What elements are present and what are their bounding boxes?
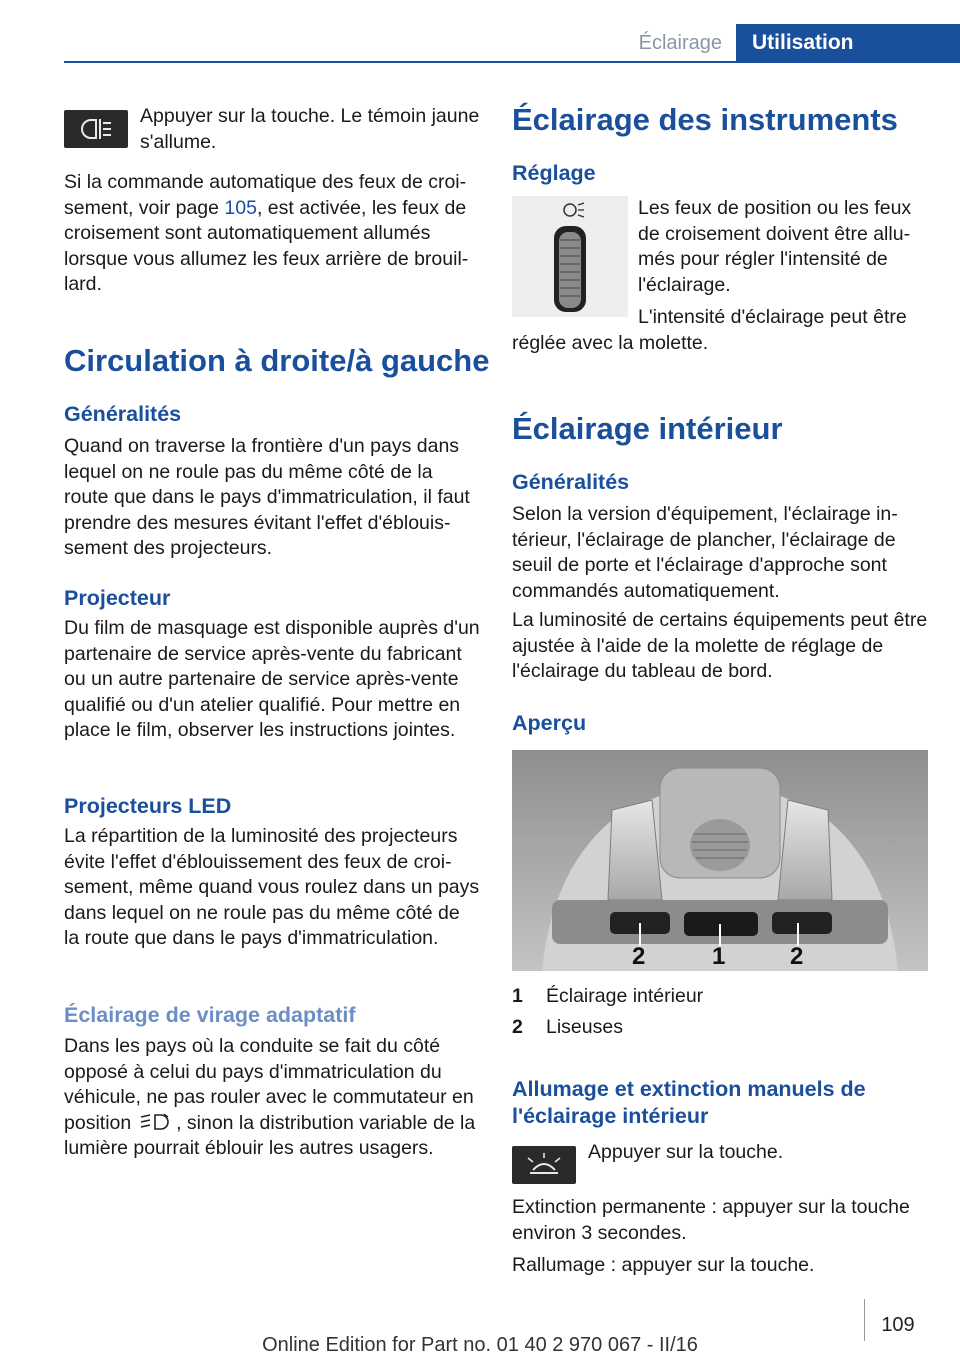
auto-lights-paragraph: Si la commande automatique des feux de croisement, voir page 105, est activée, les feux de croisement sont automatiquement allumés lorsque vous allumez les feux arrière de brouillard. [64, 171, 469, 295]
extinction-text: Extinction permanente : appuyer sur la touche environ 3 secondes. [512, 1196, 910, 1244]
legend-number: 2 [512, 1016, 523, 1038]
legend-row [512, 984, 928, 1010]
generalites-text-right-2: La luminosité de certains équipements peut être ajustée à l'aide de la molette de réglage de l'éclairage du tableau de bord. [512, 609, 928, 682]
header-rule [64, 61, 960, 63]
heading-reglage: Réglage [512, 161, 596, 185]
projecteur-text: Du film de masquage est disponible auprès d'un partenaire de service après-vente du fabricant ou un autre partenaire de service après-vente qualifié ou d'un atelier qualifié. Pour mettre en place le film, observer les instructions jointes. [64, 617, 480, 741]
rallumage-text: Rallumage : appuyer sur la touche. [512, 1254, 815, 1276]
heading-eclairage-instruments: Éclairage des instruments [512, 102, 898, 137]
intro-text: Appuyer sur la touche. Le témoin jaune s'allume. [140, 105, 480, 153]
heading-eclairage-interieur: Éclairage intérieur [512, 411, 783, 446]
heading-generalites-left: Généralités [64, 402, 182, 426]
roof-console-photo [512, 750, 928, 971]
footer-edition: Online Edition for Part no. 01 40 2 970 067 - II/16 [262, 1334, 698, 1356]
header-chapter-tab: Utilisation [736, 24, 960, 62]
heading-generalites-right: Généralités [512, 470, 630, 494]
generalites-text-left: Quand on traverse la frontière d'un pays dans lequel on ne roule pas du même côté de la route que dans le pays d'immatriculation, il faut prendre des mesures évitant l'effet d'éblouissement des projecteurs. [64, 435, 470, 559]
heading-virage-adaptatif: Éclairage de virage adaptatif [64, 1003, 356, 1027]
led-text: La répartition de la luminosité des projecteurs évite l'effet d'éblouissement des feux de croisement, même quand vous roulez dans un pays dans lequel on ne roule pas du même côté de la route que dans le pays d'immatriculation. [64, 825, 480, 949]
heading-circulation: Circulation à droite/à gauche [64, 343, 490, 378]
legend-row [512, 1015, 928, 1041]
photo-callout-center: 1 [712, 943, 726, 970]
heading-projecteur: Projecteur [64, 586, 171, 610]
reglage-text-1: Les feux de position ou les feux de croisement doivent être allumés pour régler l'intensité de l'éclairage. [638, 197, 912, 296]
reglage-text-2: L'intensité d'éclairage peut être réglée avec la molette. [512, 306, 907, 354]
photo-callout-right: 2 [790, 943, 804, 970]
dimmer-wheel-image [512, 196, 628, 317]
heading-projecteurs-led: Projecteurs LED [64, 794, 232, 818]
page-link-105[interactable]: 105 [224, 196, 257, 219]
legend-number: 1 [512, 985, 523, 1007]
header-section-label: Éclairage [638, 32, 722, 54]
photo-callout-left: 2 [632, 943, 646, 970]
generalites-text-right-1: Selon la version d'équipement, l'éclairage intérieur, l'éclairage de plancher, l'éclairage de seuil de porte et l'éclairage d'approche sont commandés automatiquement. [512, 503, 898, 602]
adaptive-light-switch-icon [137, 1112, 171, 1132]
heading-allumage-extinction: Allumage et extinction manuels de l'éclairage intérieur [512, 1077, 866, 1128]
legend-label: Liseuses [546, 1016, 623, 1038]
heading-apercu: Aperçu [512, 711, 587, 735]
interior-light-button-icon [512, 1146, 576, 1184]
virage-text: Dans les pays où la conduite se fait du côté opposé à celui du pays d'immatriculation du véhicule, ne pas rouler avec le commutateur en position , sinon la distribution variable de la lumière pourrait éblouir les autres usagers. [64, 1035, 476, 1159]
page-number: 109 [881, 1314, 915, 1336]
allumage-text: Appuyer sur la touche. [588, 1141, 784, 1163]
rear-fog-button-icon [64, 110, 128, 148]
legend-label: Éclairage intérieur [546, 985, 704, 1007]
